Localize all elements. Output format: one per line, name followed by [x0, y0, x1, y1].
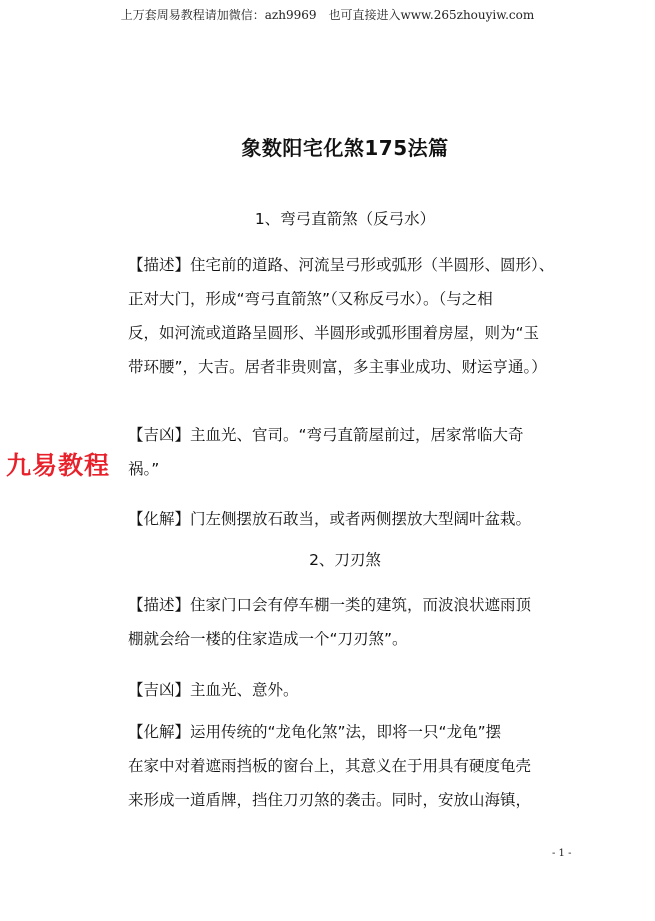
paragraph-line: 棚就会给一楼的住家造成一个“刀刃煞”。: [128, 630, 408, 648]
section-1-remedy: [128, 502, 573, 536]
section-1-fortune: [128, 418, 573, 486]
section-heading-1: 1、弯弓直箭煞（反弓水）: [254, 210, 436, 228]
paragraph-line: 【化解】门左侧摆放石敢当，或者两侧摆放大型阔叶盆栽。: [128, 510, 532, 528]
paragraph-line: 【吉凶】主血光、意外。: [128, 681, 299, 699]
watermark-logo: 九易教程: [6, 451, 111, 480]
paragraph-line: 来形成一道盾牌，挡住刀刃煞的袭击。同时，安放山海镇，: [128, 791, 532, 809]
section-1-description: [128, 248, 573, 384]
paragraph-line: 反，如河流或道路呈圆形、半圆形或弧形围着房屋，则为“玉: [128, 324, 540, 342]
section-2-remedy: [128, 715, 573, 817]
paragraph-line: 【描述】住家门口会有停车棚一类的建筑，而波浪状遮雨顶: [128, 596, 532, 614]
section-2-fortune: [128, 673, 573, 707]
page-number: - 1 -: [552, 848, 572, 859]
paragraph-line: 祸。”: [128, 460, 160, 478]
page-title: 象数阳宅化煞175法篇: [241, 136, 449, 160]
paragraph-line: 正对大门，形成“弯弓直箭煞”（又称反弓水）。（与之相: [128, 290, 493, 308]
section-heading-2: 2、刀刃煞: [309, 551, 381, 569]
paragraph-line: 带环腰”，大吉。居者非贵则富，多主事业成功、财运亨通。）: [128, 358, 547, 376]
paragraph-line: 在家中对着遮雨挡板的窗台上，其意义在于用具有硬度龟壳: [128, 757, 532, 775]
section-2-description: [128, 588, 573, 656]
paragraph-line: 【描述】住宅前的道路、河流呈弓形或弧形（半圆形、圆形）、: [128, 256, 555, 274]
paragraph-line: 【吉凶】主血光、官司。“弯弓直箭屋前过，居家常临大奇: [128, 426, 524, 444]
header-banner: 上万套周易教程请加微信：azh9969 也可直接进入www.265zhouyiw.com: [120, 8, 535, 22]
paragraph-line: 【化解】运用传统的“龙龟化煞”法，即将一只“龙龟”摆: [128, 723, 502, 741]
